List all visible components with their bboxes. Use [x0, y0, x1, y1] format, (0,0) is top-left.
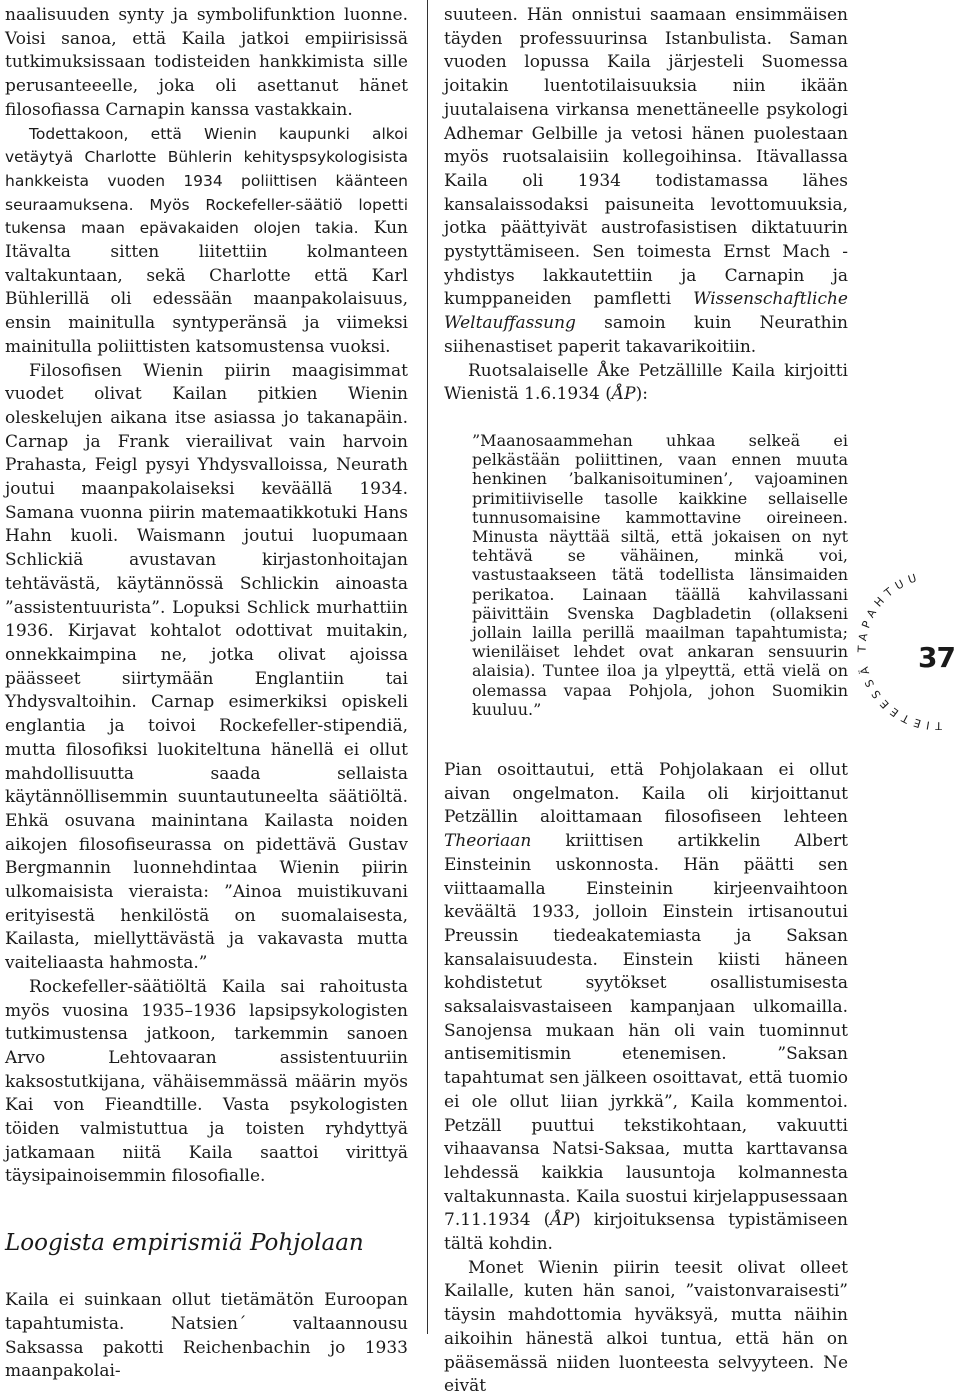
paragraph: [444, 759, 848, 1257]
quote-text: ”Maanosaammehan uhkaa selkeä ei pelkästään poliittinen, vaan ennen muuta henkinen ’balkanisoituminen’, vajoaminen primitiiviselle tasolle kaikkine sellaiselle tunnusomaisine kammottavine oireineen. Minusta näyttää siltä, että jokaisen on nyt tehtävä se vähäinen, minkä voi, vastustaakseen tätä todellista länsimaiden perikatoa. Lainaan täällä kahvilassani päivittäin Svenska Dagbladetin (ollakseni jollain lailla perillä maailman tapahtumista; wieniläiset lehdet ovat ankaran sensuurin alaisia). Tuntee iloa ja ylpeyttä, että vielä on olemassa vapaa Pohjola, johon Suomikin kuuluu.”: [472, 430, 848, 719]
book-title: Wissenschaftliche Weltauffassung: [444, 289, 848, 334]
paragraph-text: kriittisen artikkelin Albert Einsteinin uskonnosta. Hän päätti sen viittaamalla Einsteinin kirjeenvaihtoon keväältä 1933, jolloin Einstein irtisanoutui Preussin tiedeakatemiasta ja Saksan kansalaisuudesta. Einstein kiisti häneen kohdistetut syytökset osallistumisesta saksalaisvastaiseen kampanjaan ulkomailla. Sanojensa mukaan hän oli vain tuominnut antisemitismin etenemisen. ”Saksan tapahtumat sen jälkeen osoittavat, että tuomio ei ole ollut liian jyrkkä”, Kaila kommentoi. Petzäll puuttui tekstikohtaan, vakuutti vihaavansa Natsi-Saksaa, mutta karttavansa lehdessä kaikkia lausuntoja kolmannesta valtakunnasta. Kaila suostui kirjelappusessaan 7.11.1934 (: [444, 831, 848, 1231]
paragraph-text: ):: [635, 384, 648, 405]
journal-title: Theoriaan: [444, 831, 532, 852]
section-heading: Loogista empirismiä Pohjolaan: [5, 1230, 364, 1257]
paragraph: [444, 4, 848, 360]
right-column: [444, 4, 848, 1399]
paragraph: Kaila ei suinkaan ollut tietämätön Euroopan tapahtumista. Natsien´ valtaannousu Saksassa pakotti Reichenbachin jo 1933 maanpakolai-: [5, 1290, 408, 1382]
citation-abbrev: ÅP: [550, 1210, 574, 1231]
paragraph-text: Kun Itävalta sitten liitettiin kolmanteen valtakuntaan, sekä Charlotte että Karl Bühlerillä oli edessään maanpakolaisuus, ensin mainitulla syntyperänsä ja viimeksi mainitulla poliittisten katsomustensa vuoksi.: [5, 218, 409, 357]
citation-abbrev: ÅP: [611, 384, 636, 405]
paragraph-text: Pian osoittautui, että Pohjolakaan ei ollut aivan ongelmaton. Kaila oli kirjoittanut Petzällin aloittamaan filosofiseen lehteen: [444, 760, 848, 828]
paragraph: [5, 123, 408, 360]
paragraph-text: suuteen. Hän onnistui saamaan ensimmäisen täyden professuurinsa Istanbulista. Saman vuoden lopussa Kaila järjesteli Suomessa joitakin luentotilaisuuksia niin ikään juutalaisena virkansa menettäneelle psykologi Adhemar Gelbille ja vetosi hänen puolestaan myös ruotsalaisiin kollegoihinsa. Itävallassa Kaila oli 1934 todistamassa lähes kansalaissodaksi paisuneita levottomuuksia, jotka päättyivät austrofasistisen diktatuurin pystyttämiseen. Sen toimesta Ernst Mach -yhdistys lakkautettiin ja Carnapin ja kumppaneiden pamfletti: [444, 5, 848, 310]
paragraph: Filosofisen Wienin piirin maagisimmat vuodet olivat Kailan pitkien Wienin oleskelujen aikana itse asiassa jo takanapäin. Carnap ja Frank vierailivat vain harvoin Prahasta, Feigl pysyi Yhdysvalloissa, Neurath joutui maanpakolaiseksi keväällä 1934. Samana vuonna piirin matemaatikkotuki Hans Hahn kuoli. Waismann joutui luopumaan Schlickiä avustavan kirjastonhoitajan tehtävästä, käytännössä Schlickin ainoasta ”assistentuurista”. Lopuksi Schlick murhattiin 1936. Kirjavat kohtalot odottivat muitakin, onnekkaimpina ne, jotka olivat ajoissa päässeet siirtymään Englantiin tai Yhdysvaltoihin. Carnap esimerkiksi opiskeli englantia ja toivoi Rockefeller-stipendiä, mutta filosofiksi luokiteltuna hänellä ei ollut mahdollisuutta saada sellaista käytännöllisemmin suuntautuneelta säätiöltä. Ehkä osuvana mainintana Kailasta noiden aikojen filosofiseurassa on pidettävä Gustav Bergmannin luonnehdintaa Wienin piirin ulkomaisista vieraista: ”Ainoa muistikuvani erityisestä henkilöstä on suomalaisesta, Kailasta, miellyttävästä ja vakavasta mutta vaiteliaasta hahmosta.”: [5, 360, 408, 974]
paragraph: Rockefeller-säätiöltä Kaila sai rahoitusta myös vuosina 1935–1936 lapsipsykologisten tutkimustensa jatkoon, tarkemmin sanoen Arvo Lehtovaaran assistentuuriin kaksostutkijana, vähäisemmässä määrin myös Kai von Fieandtille. Vasta psykologisten töiden valmistuttua ja toisten ryhdyttyä jatkamaan niitä Kaila saattoi virittyä täysipainoisemmin filosofialle.: [5, 976, 408, 1187]
left-column: [5, 4, 408, 1384]
paragraph: [444, 360, 848, 407]
block-quote: [472, 431, 848, 719]
paragraph-text: ) kirjoituksensa typistämiseen tältä kohdin.: [444, 1210, 849, 1255]
column-divider: [427, 0, 428, 1334]
paragraph: Monet Wienin piirin teesit olivat olleet Kailalle, kuten hän sanoi, ”vaistonvaraisesti” täysin mahdottomia hyväksyä, mutta näihin aikoihin hänestä alkoi tuntua, että hän on pääsemässä niiden luonteesta selvyyteen. Ne eivät: [444, 1257, 848, 1397]
page-number: 37: [918, 641, 955, 674]
paragraph-sans-text: Todettakoon, että Wienin kaupunki alkoi vetäytyä Charlotte Bühlerin kehityspsykologisista hankkeista vuoden 1934 poliittisen käänteen seuraamuksena. Myös Rockefeller-säätiö lopetti tukensa maan epävakaiden olojen takia.: [5, 124, 408, 238]
paragraph: naalisuuden synty ja symbolifunktion luonne. Voisi sanoa, että Kaila jatkoi empiirisissä tutkimuksissaan todisteiden hankkimista sille perusanteeelle, joka oli asettanut hänet filosofiassa Carnapin kanssa vastakkain.: [5, 5, 408, 120]
arc-text: TIETEESSÄ TAPAHTUU: [855, 570, 943, 730]
paragraph-text: Ruotsalaiselle Åke Petzällille Kaila kirjoitti Wienistä 1.6.1934 (: [444, 360, 848, 405]
paragraph-text: samoin kuin Neurathin siihenastiset paperit takavarikoitiin.: [444, 313, 848, 357]
